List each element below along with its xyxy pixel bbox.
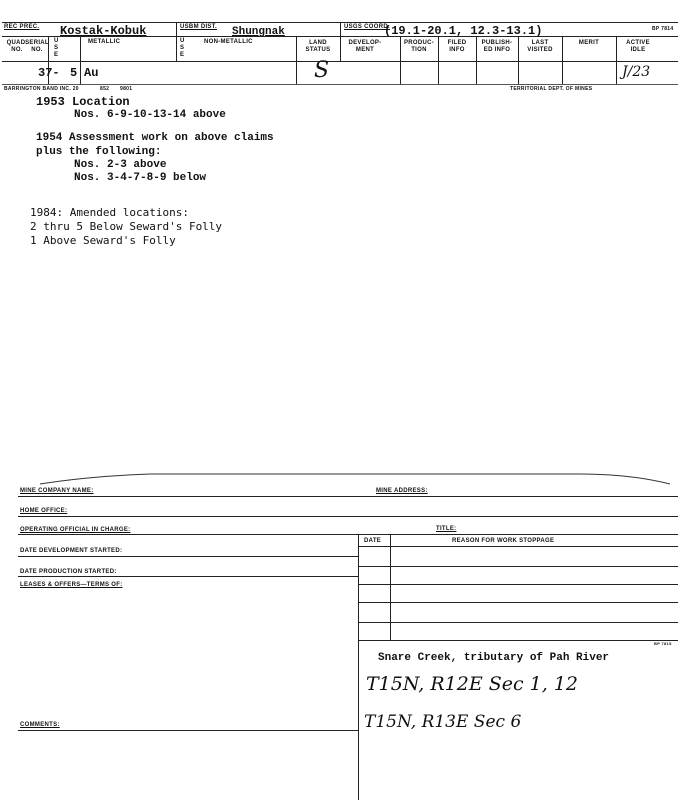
published-info-label: PUBLISH-ED INFO: [481, 40, 513, 53]
table-left-border: [358, 534, 359, 800]
serial-no-value: 5: [70, 66, 78, 80]
territorial-dept-line: TERRITORIAL DEPT. OF MINES: [510, 86, 593, 92]
header-rule-under-values: [2, 84, 678, 85]
col-divider: [340, 22, 341, 62]
form-code-top: BP 7814: [652, 26, 674, 32]
col-divider: [518, 36, 519, 84]
rule-date-production: [18, 576, 358, 577]
table-row: [358, 640, 678, 641]
date-development-label: DATE DEVELOPMENT STARTED:: [20, 548, 123, 554]
location-typed: Snare Creek, tributary of Pah River: [378, 652, 610, 664]
col-divider: [562, 36, 563, 84]
table-row: [358, 602, 678, 603]
handwritten-location-2: T15N, R13E Sec 6: [364, 712, 522, 732]
table-row: [358, 566, 678, 567]
land-status-label: LAND STATUS: [305, 40, 331, 53]
note-1954-line2: plus the following:: [36, 146, 162, 158]
note-1984-line2: 2 thru 5 Below Seward's Folly: [30, 220, 223, 233]
date-production-label: DATE PRODUCTION STARTED:: [20, 569, 117, 575]
table-header-rule: [358, 546, 678, 547]
production-label: PRODUC-TION: [403, 40, 435, 53]
metallic-label: METALLIC: [88, 39, 121, 45]
table-reason-header: REASON FOR WORK STOPPAGE: [452, 538, 555, 544]
development-label: DEVELOP-MENT: [348, 40, 382, 53]
active-idle-value: J/23: [622, 64, 651, 80]
note-1954-line4: Nos. 3-4-7-8-9 below: [74, 172, 207, 184]
form-code-bottom: BP 7815: [654, 641, 672, 646]
note-1954-line1: 1954 Assessment work on above claims: [36, 132, 274, 144]
col-divider: [616, 36, 617, 84]
note-1984-line1: 1984: Amended locations:: [30, 206, 189, 219]
mine-company-name-label: MINE COMPANY NAME:: [20, 488, 94, 494]
usbm-dist-label: USBM DIST.: [180, 24, 218, 30]
col-divider: [176, 22, 177, 62]
usbm-dist-value: Shungnak: [232, 26, 285, 38]
printer-code-1: 852: [100, 86, 110, 92]
use-letters-metallic: U S E: [54, 38, 59, 58]
note-1984-line3: 1 Above Seward's Folly: [30, 234, 176, 247]
use-letters-nonmetallic: U S E: [180, 38, 185, 58]
usgs-coord-label: USGS COORD.: [344, 24, 390, 30]
quad-no-label: QUAD. NO.: [6, 40, 28, 53]
fold-curve: [0, 470, 678, 492]
metallic-value: Au: [84, 66, 99, 80]
col-divider: [296, 36, 297, 84]
operating-official-label: OPERATING OFFICIAL IN CHARGE:: [20, 527, 131, 533]
note-1953-heading: 1953 Location: [36, 95, 130, 109]
col-divider: [80, 36, 81, 84]
rule-company: [18, 496, 678, 497]
table-date-header: DATE: [364, 538, 382, 544]
comments-label: COMMENTS:: [20, 722, 60, 728]
filed-info-label: FILED INFO: [447, 40, 467, 53]
non-metallic-label: NON-METALLIC: [204, 39, 253, 45]
handwritten-location-1: T15N, R12E Sec 1, 12: [366, 673, 579, 695]
home-office-label: HOME OFFICE:: [20, 508, 68, 514]
rule-home-office: [18, 516, 678, 517]
rule-comments: [18, 730, 358, 731]
last-visited-label: LAST VISITED: [527, 40, 553, 53]
merit-label: MERIT: [578, 40, 600, 46]
rule-operating: [18, 534, 678, 535]
printer-line: BARRINGTON BAND INC. 20: [4, 86, 79, 92]
title-label: TITLE:: [436, 526, 457, 532]
leases-offers-label: LEASES & OFFERS—TERMS OF:: [20, 582, 123, 588]
rule-date-development: [18, 556, 358, 557]
quad-no-value: 37-: [38, 66, 60, 80]
table-date-divider: [390, 534, 391, 640]
land-status-value: S: [314, 58, 330, 83]
table-row: [358, 622, 678, 623]
col-divider: [476, 36, 477, 84]
active-idle-label: ACTIVE IDLE: [626, 40, 650, 53]
serial-no-label: SERIAL NO.: [25, 40, 49, 53]
col-divider: [438, 36, 439, 84]
note-1953-claims: Nos. 6-9-10-13-14 above: [74, 109, 226, 121]
rec-prec-value: Kostak-Kobuk: [60, 24, 147, 38]
usgs-coord-value: (19.1-20.1, 12.3-13.1): [384, 24, 543, 38]
rec-prec-label: REC PREC.: [4, 24, 40, 30]
mine-address-label: MINE ADDRESS:: [376, 488, 428, 494]
note-1954-line3: Nos. 2-3 above: [74, 159, 167, 171]
table-row: [358, 584, 678, 585]
printer-code-2: 9801: [120, 86, 133, 92]
